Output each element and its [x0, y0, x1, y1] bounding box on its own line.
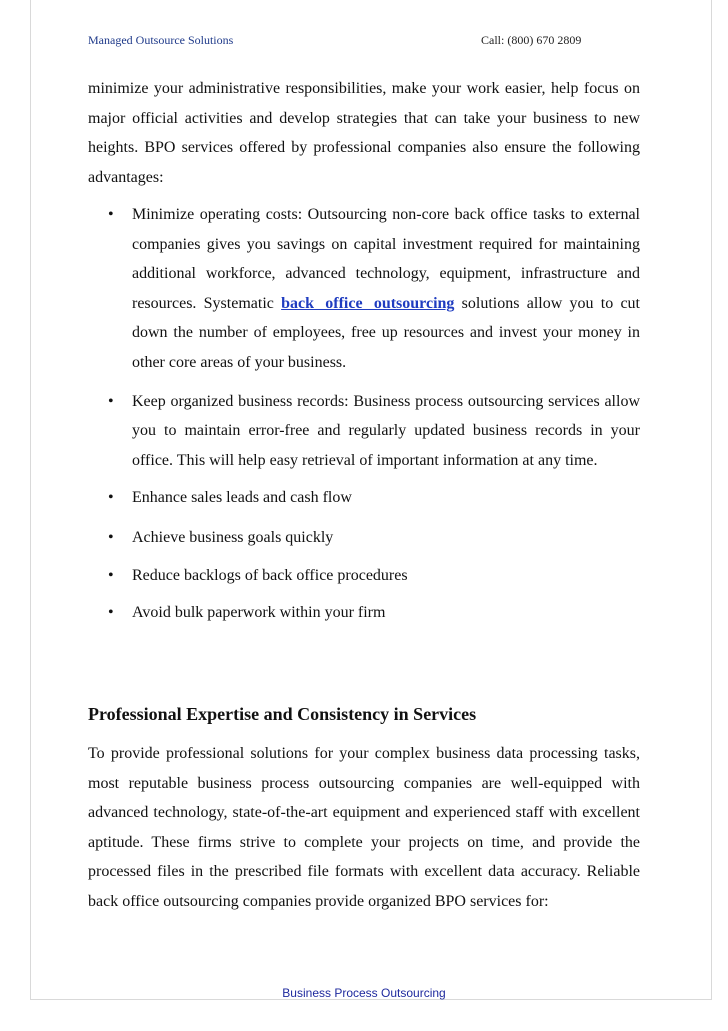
bullet-icon: • — [108, 528, 114, 546]
bullet-icon: • — [108, 392, 114, 410]
header-phone: Call: (800) 670 2809 — [481, 33, 582, 47]
section-paragraph: To provide professional solutions for your complex business data processing tasks, most reputable business process outsourcing companies are well-equipped with advanced technology, state-of-the-art equipment and experienced staff with excellent aptitude. These firms strive to complete your projects on time, and provide the processed files in the prescribed file formats with excellent data accuracy. Reliable back office outsourcing companies provide organized BPO services for: — [88, 745, 640, 910]
bullet-icon: • — [108, 566, 114, 584]
list-item — [88, 200, 640, 378]
back-office-outsourcing-link[interactable]: back office outsourcing — [281, 294, 455, 312]
list-item — [88, 483, 640, 513]
list-item-text: Enhance sales leads and cash flow — [132, 489, 352, 507]
list-item-text: Minimize operating costs: Outsourcing non-core back office tasks to external companies gives you savings on capital investment required for maintaining additional workforce, advanced technology, equipment, infrastructure and resources. Systematic — [132, 206, 640, 312]
bullet-icon: • — [108, 489, 114, 507]
advantages-list — [88, 200, 640, 628]
section-heading: Professional Expertise and Consistency in Services — [88, 704, 477, 724]
list-item-text: Reduce backlogs of back office procedures — [132, 566, 408, 584]
list-item-text: Keep organized business records: Business process outsourcing services allow you to maintain error-free and regularly updated business records in your office. This will help easy retrieval of important information at any time. — [132, 392, 640, 469]
bullet-icon: • — [108, 604, 114, 622]
list-item-text: Achieve business goals quickly — [132, 528, 334, 546]
page-header — [88, 33, 640, 51]
list-item — [88, 598, 640, 628]
list-item-text: solutions allow you to cut down the number of employees, free up resources and invest your money in other core areas of your business. — [132, 294, 641, 371]
list-item-text: Avoid bulk paperwork within your firm — [132, 604, 386, 622]
bullet-icon: • — [108, 206, 114, 223]
page-footer: Business Process Outsourcing — [282, 986, 446, 1000]
list-item — [88, 523, 640, 553]
list-item — [88, 387, 640, 476]
intro-paragraph: minimize your administrative responsibilities, make your work easier, help focus on major official activities and develop strategies that can take your business to new heights. BPO services offered by professional companies also ensure the following advantages: — [88, 80, 640, 186]
header-company-name: Managed Outsource Solutions — [88, 33, 234, 47]
list-item — [88, 561, 640, 591]
